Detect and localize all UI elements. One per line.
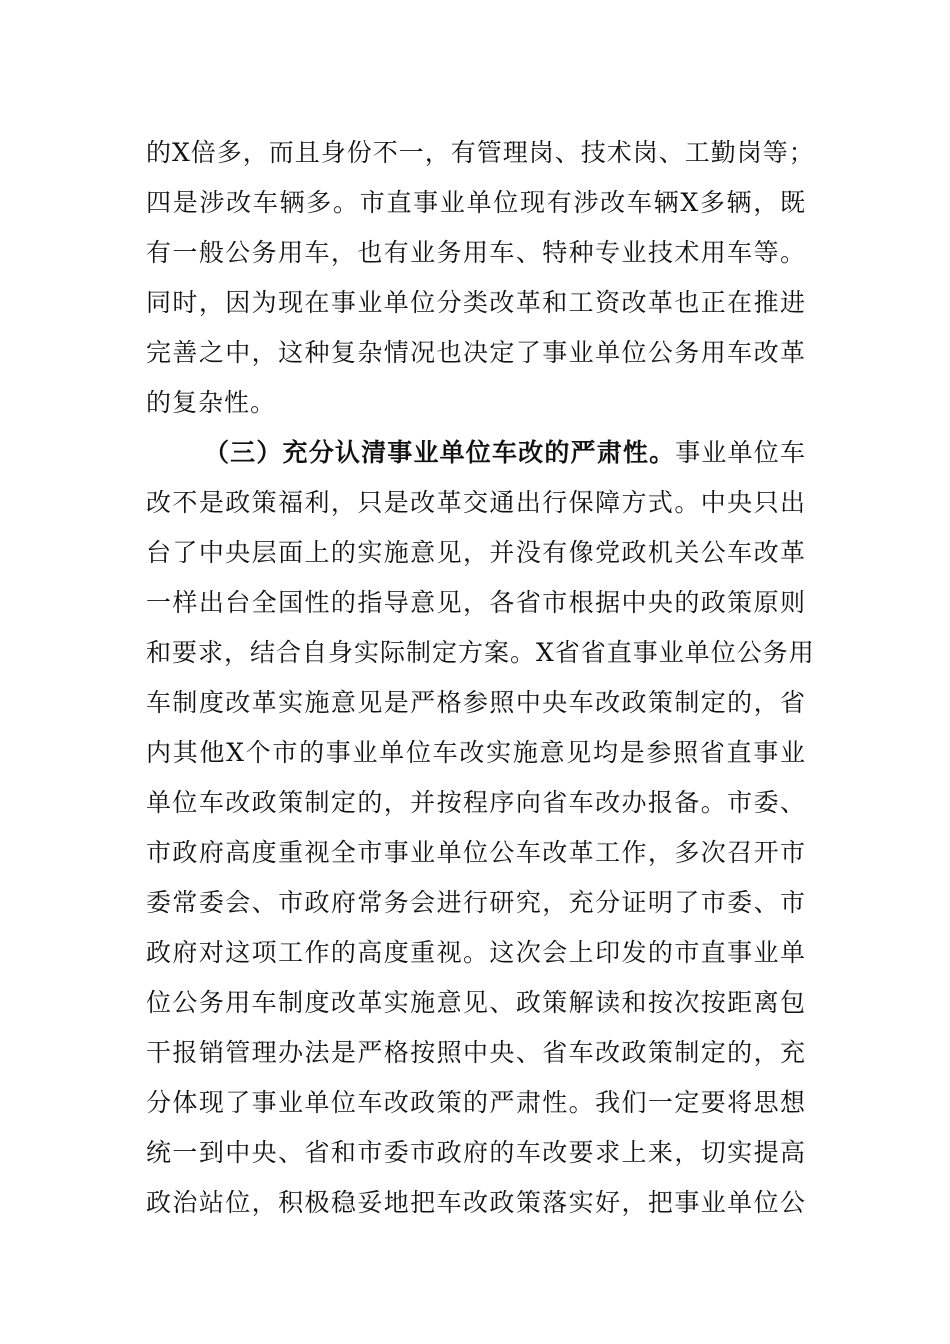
paragraph-line: 的X倍多，而且身份不一，有管理岗、技术岗、工勤岗等； [146,138,815,167]
document-body [146,128,815,1228]
section-first-line-text: 事业单位车 [675,438,806,467]
paragraph-line: 的复杂性。 [146,388,277,417]
paragraph-line: 和要求，结合自身实际制定方案。X省省直事业单位公务用 [146,638,815,667]
paragraph-line: 同时，因为现在事业单位分类改革和工资改革也正在推进 [146,288,806,317]
section-heading: （三）充分认清事业单位车改的严肃性。 [204,438,676,467]
section-first-line [146,428,806,478]
paragraph-line: 位公务用车制度改革实施意见、政策解读和按次按距离包 [146,988,806,1017]
paragraph-line: 内其他X个市的事业单位车改实施意见均是参照省直事业 [146,738,806,767]
paragraph-line: 单位车改政策制定的，并按程序向省车改办报备。市委、 [146,788,806,817]
paragraph-line: 一样出台全国性的指导意见，各省市根据中央的政策原则 [146,588,806,617]
paragraph-line: 干报销管理办法是严格按照中央、省车改政策制定的，充 [146,1038,806,1067]
paragraph-line: 统一到中央、省和市委市政府的车改要求上来，切实提高 [146,1138,806,1167]
paragraph-line: 完善之中，这种复杂情况也决定了事业单位公务用车改革 [146,338,806,367]
paragraph-line: 分体现了事业单位车改政策的严肃性。我们一定要将思想 [146,1088,806,1117]
paragraph-line: 四是涉改车辆多。市直事业单位现有涉改车辆X多辆，既 [146,188,806,217]
paragraph-line: 台了中央层面上的实施意见，并没有像党政机关公车改革 [146,538,806,567]
paragraph-line: 改不是政策福利，只是改革交通出行保障方式。中央只出 [146,488,806,517]
paragraph-line: 政府对这项工作的高度重视。这次会上印发的市直事业单 [146,938,806,967]
paragraph-line: 市政府高度重视全市事业单位公车改革工作，多次召开市 [146,838,806,867]
paragraph-line: 车制度改革实施意见是严格参照中央车改政策制定的，省 [146,688,806,717]
paragraph-line: 有一般公务用车，也有业务用车、特种专业技术用车等。 [146,238,806,267]
paragraph-line: 委常委会、市政府常务会进行研究，充分证明了市委、市 [146,888,806,917]
paragraph-line: 政治站位，积极稳妥地把车改政策落实好，把事业单位公 [146,1188,806,1217]
